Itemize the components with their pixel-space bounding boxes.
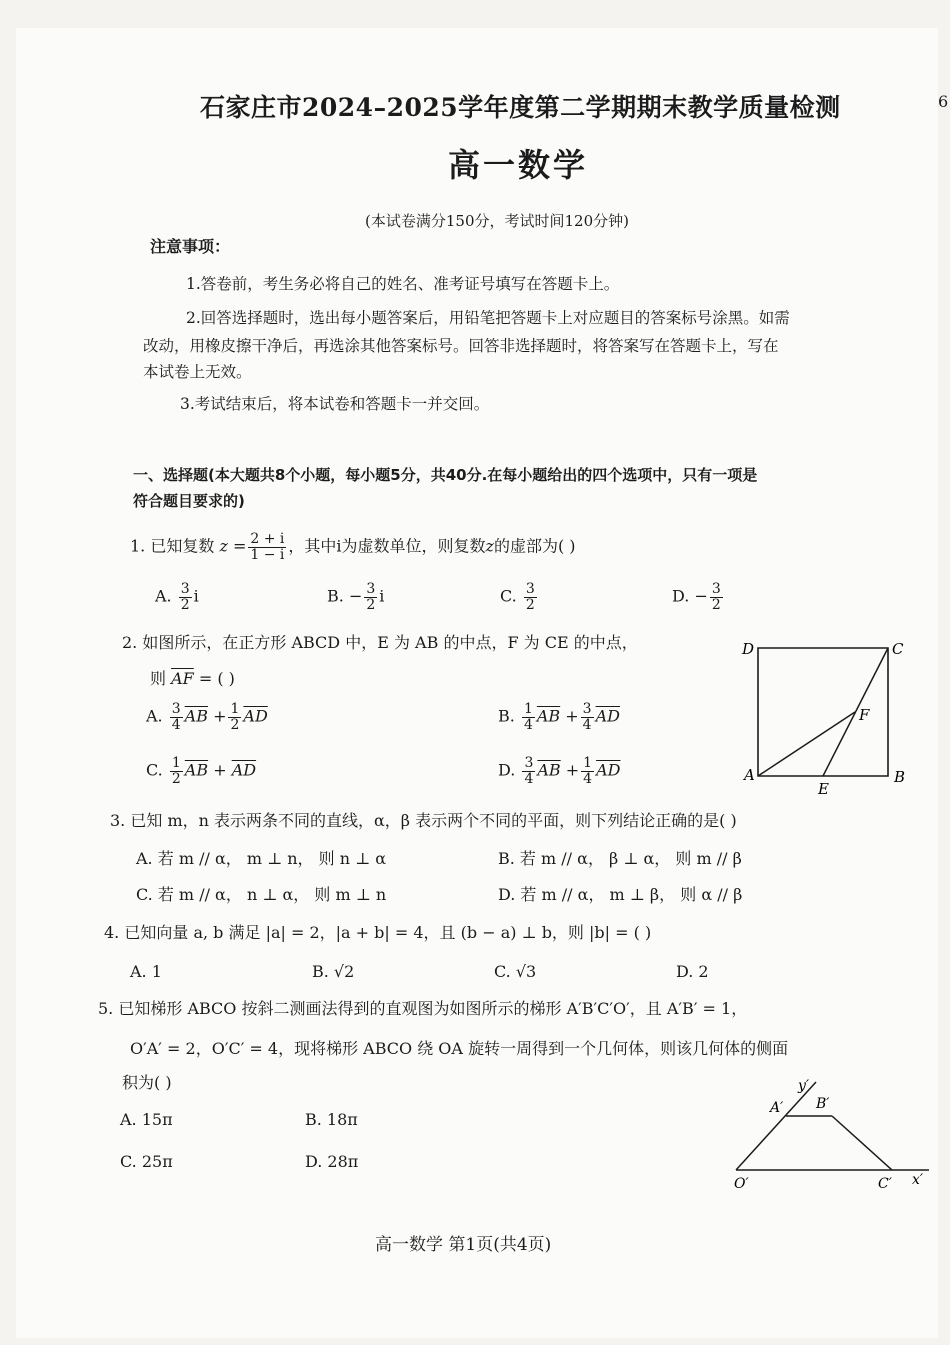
subject-title: 高一数学 bbox=[448, 146, 589, 184]
q2-option-a: A. $\frac{3}{4}$ $\overline{AB}$ + $\frac{1}{2}$ $\overline{AD}$ bbox=[146, 701, 268, 733]
notice-heading: 注意事项： bbox=[150, 237, 231, 256]
question-5: 5. 已知梯形 ABCO 按斜二测画法得到的直观图为如图所示的梯形 A′B′C′O′，且 A′B′ = 1， bbox=[98, 999, 748, 1018]
label-f: F bbox=[859, 706, 870, 724]
q2-option-b: B. $\frac{1}{4}$ $\overline{AB}$ + $\frac{3}{4}$ $\overline{AD}$ bbox=[498, 701, 620, 733]
notice-item-2: 2.回答选择题时，选出每小题答案后，用铅笔把答题卡上对应题目的答案标号涂黑。如需 bbox=[186, 309, 790, 327]
question-2-ask: 则 $\overline{AF}$ = ( ) bbox=[150, 669, 235, 688]
segment-ce bbox=[823, 648, 888, 776]
section-heading-cont: 符合题目要求的) bbox=[133, 492, 245, 510]
label-b-prime: B′ bbox=[816, 1096, 830, 1112]
notice-item-1: 1.答卷前，考生务必将自己的姓名、准考证号填写在答题卡上。 bbox=[186, 275, 620, 293]
q2-option-c: C. $\frac{1}{2}$ $\overline{AB} + \overline{AD}$ bbox=[146, 755, 257, 787]
label-c: C bbox=[892, 640, 904, 658]
q3-option-c: C. 若 m // α， n ⊥ α， 则 m ⊥ n bbox=[136, 885, 387, 904]
q2-option-d: D. $\frac{3}{4}$ $\overline{AB}$ + $\frac{1}{4}$ $\overline{AD}$ bbox=[498, 755, 621, 787]
q3-option-b: B. 若 m // α， β ⊥ α， 则 m // β bbox=[498, 849, 742, 868]
segment-b-c bbox=[832, 1116, 892, 1170]
section-heading: 一、选择题(本大题共8个小题，每小题5分，共40分.在每小题给出的四个选项中，只有一项是 bbox=[133, 466, 758, 484]
question-1: 1. 已知复数 z = $\frac{2 + i}{1 - i}$ ，其中i为虚数单位，则复数z的虚部为( ) bbox=[130, 531, 576, 563]
square-figure bbox=[738, 632, 914, 800]
label-o-prime: O′ bbox=[734, 1176, 749, 1192]
notice-item-2-cont: 改动，用橡皮擦干净后，再选涂其他答案标号。回答非选择题时，将答案写在答题卡上，写在 bbox=[143, 337, 779, 355]
label-b: B bbox=[894, 768, 906, 786]
trapezoid-figure bbox=[722, 1070, 936, 1196]
page-footer: 高一数学 第1页(共4页) bbox=[375, 1235, 552, 1255]
exam-meta: (本试卷满分150分，考试时间120分钟) bbox=[365, 212, 629, 230]
notice-item-3: 3.考试结束后，将本试卷和答题卡一并交回。 bbox=[180, 395, 490, 413]
exam-title: 石家庄市2024–2025学年度第二学期期末教学质量检测 bbox=[200, 93, 841, 122]
q5-option-b: B. 18π bbox=[305, 1110, 358, 1129]
q3-option-a: A. 若 m // α， m ⊥ n， 则 n ⊥ α bbox=[136, 849, 387, 868]
question-3: 3. 已知 m，n 表示两条不同的直线，α，β 表示两个不同的平面，则下列结论正确的是( ) bbox=[110, 811, 737, 830]
q4-option-c: C. √3 bbox=[494, 962, 537, 981]
segment-af bbox=[758, 712, 855, 776]
y-axis bbox=[736, 1082, 816, 1170]
q1-option-a: A. $\frac{3}{2}$ i bbox=[155, 581, 199, 613]
q1-option-d: D. − $\frac{3}{2}$ bbox=[672, 581, 721, 613]
q4-option-b: B. √2 bbox=[312, 962, 355, 981]
label-d: D bbox=[742, 640, 755, 658]
notice-item-2-end: 本试卷上无效。 bbox=[143, 363, 252, 381]
question-5-cont: O′A′ = 2，O′C′ = 4，现将梯形 ABCO 绕 OA 旋转一周得到一个几何体，则该几何体的侧面 bbox=[130, 1039, 789, 1058]
q4-option-a: A. 1 bbox=[130, 962, 162, 981]
q1-option-b: B. − $\frac{3}{2}$ i bbox=[327, 581, 385, 613]
label-a-prime: A′ bbox=[770, 1100, 784, 1116]
edge-mark: 6 bbox=[938, 92, 949, 111]
q3-option-d: D. 若 m // α， m ⊥ β， 则 α // β bbox=[498, 885, 743, 904]
question-4: 4. 已知向量 a, b 满足 |a| = 2，|a + b| = 4，且 (b − a) ⊥ b，则 |b| = ( ) bbox=[104, 923, 652, 942]
label-x: x′ bbox=[912, 1172, 924, 1188]
label-e: E bbox=[818, 780, 829, 798]
q5-option-d: D. 28π bbox=[305, 1152, 359, 1171]
q1-option-c: C. $\frac{3}{2}$ bbox=[500, 581, 535, 613]
label-a: A bbox=[744, 766, 755, 784]
q4-option-d: D. 2 bbox=[676, 962, 709, 981]
question-2: 2. 如图所示，在正方形 ABCD 中，E 为 AB 的中点，F 为 CE 的中点， bbox=[122, 633, 638, 652]
label-y: y′ bbox=[798, 1078, 810, 1094]
question-5-end: 积为( ) bbox=[122, 1073, 172, 1092]
label-c-prime: C′ bbox=[878, 1176, 892, 1192]
q5-option-a: A. 15π bbox=[120, 1110, 173, 1129]
q5-option-c: C. 25π bbox=[120, 1152, 173, 1171]
